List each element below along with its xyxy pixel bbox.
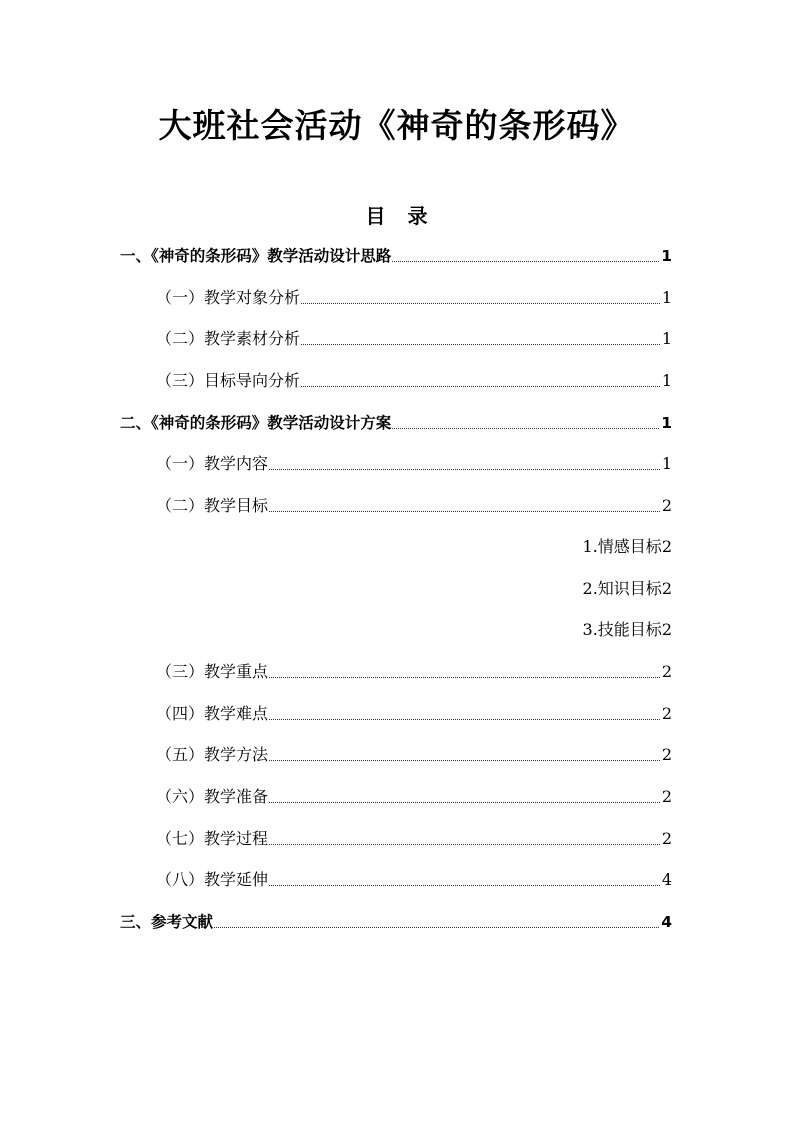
toc-entry[interactable] bbox=[400, 575, 672, 599]
toc-page-number: 2 bbox=[661, 829, 672, 848]
toc-page-number: 2 bbox=[661, 496, 672, 515]
toc-page-number: 4 bbox=[661, 870, 672, 889]
toc-leader bbox=[269, 801, 660, 803]
toc-entry[interactable] bbox=[156, 741, 672, 765]
toc-entry-label: （三）目标导向分析 bbox=[156, 371, 301, 390]
toc-entry[interactable] bbox=[120, 409, 672, 433]
toc-leader bbox=[269, 676, 660, 678]
toc-page-number: 1 bbox=[661, 414, 672, 432]
toc-entry-label: （二）教学素材分析 bbox=[156, 329, 301, 348]
toc-page-number: 2 bbox=[661, 620, 672, 639]
toc-page-number: 1 bbox=[661, 288, 672, 307]
toc-entry[interactable] bbox=[120, 242, 672, 266]
toc-page-number: 1 bbox=[661, 247, 672, 265]
toc-entry[interactable] bbox=[156, 325, 672, 349]
toc-entry-label: 三、参考文献 bbox=[120, 913, 214, 931]
toc-entry-label: （八）教学延伸 bbox=[156, 870, 269, 889]
toc-page-number: 2 bbox=[661, 537, 672, 556]
toc-leader bbox=[269, 718, 660, 720]
toc-page-number: 2 bbox=[661, 579, 672, 598]
toc-entry-label: （六）教学准备 bbox=[156, 787, 269, 806]
toc-heading-char-1: 目 bbox=[365, 204, 386, 228]
toc-page-number: 2 bbox=[661, 662, 672, 681]
document-title: 大班社会活动《神奇的条形码》 bbox=[158, 106, 635, 145]
toc-entry-label: （一）教学内容 bbox=[156, 454, 269, 473]
toc-leader bbox=[269, 759, 660, 761]
toc-heading-char-2: 录 bbox=[407, 204, 428, 228]
toc-entry[interactable] bbox=[156, 284, 672, 308]
toc-entry-label: 一、《神奇的条形码》教学活动设计思路 bbox=[120, 247, 392, 265]
toc-leader bbox=[301, 302, 660, 304]
toc-leader bbox=[214, 926, 659, 928]
toc-entry[interactable] bbox=[156, 866, 672, 890]
toc-leader bbox=[269, 510, 660, 512]
toc-entry[interactable] bbox=[156, 700, 672, 724]
toc-entry-label: （四）教学难点 bbox=[156, 704, 269, 723]
toc-leader bbox=[392, 260, 659, 262]
toc-leader bbox=[269, 843, 660, 845]
toc-entry[interactable] bbox=[156, 825, 672, 849]
toc-leader bbox=[301, 385, 660, 387]
toc-page-number: 1 bbox=[661, 329, 672, 348]
toc-entry-label: （一）教学对象分析 bbox=[156, 288, 301, 307]
toc-entry-label: 二、《神奇的条形码》教学活动设计方案 bbox=[120, 414, 392, 432]
toc-page-number: 2 bbox=[661, 787, 672, 806]
toc-leader bbox=[392, 427, 659, 429]
toc-page-number: 2 bbox=[661, 704, 672, 723]
toc-leader bbox=[269, 884, 660, 886]
toc-entry[interactable] bbox=[156, 783, 672, 807]
toc-entry[interactable] bbox=[156, 492, 672, 516]
toc-entry[interactable] bbox=[400, 616, 672, 640]
toc-entry-label: 2.知识目标 bbox=[582, 579, 662, 598]
toc-leader bbox=[269, 468, 660, 470]
toc-page-number: 1 bbox=[661, 371, 672, 390]
toc-entry[interactable] bbox=[400, 533, 672, 557]
toc-page-number: 4 bbox=[661, 913, 672, 931]
toc-leader bbox=[301, 343, 660, 345]
toc-entry[interactable] bbox=[156, 450, 672, 474]
toc-entry-label: （七）教学过程 bbox=[156, 829, 269, 848]
toc-entry[interactable] bbox=[156, 658, 672, 682]
toc-entry-label: （五）教学方法 bbox=[156, 745, 269, 764]
toc-entry-label: 1.情感目标 bbox=[582, 537, 662, 556]
toc-page-number: 1 bbox=[661, 454, 672, 473]
toc-entry[interactable] bbox=[156, 367, 672, 391]
toc-entry-label: 3.技能目标 bbox=[582, 620, 662, 639]
toc-entry-label: （二）教学目标 bbox=[156, 496, 269, 515]
toc-entry[interactable] bbox=[120, 908, 672, 932]
toc-page-number: 2 bbox=[661, 745, 672, 764]
toc-entry-label: （三）教学重点 bbox=[156, 662, 269, 681]
